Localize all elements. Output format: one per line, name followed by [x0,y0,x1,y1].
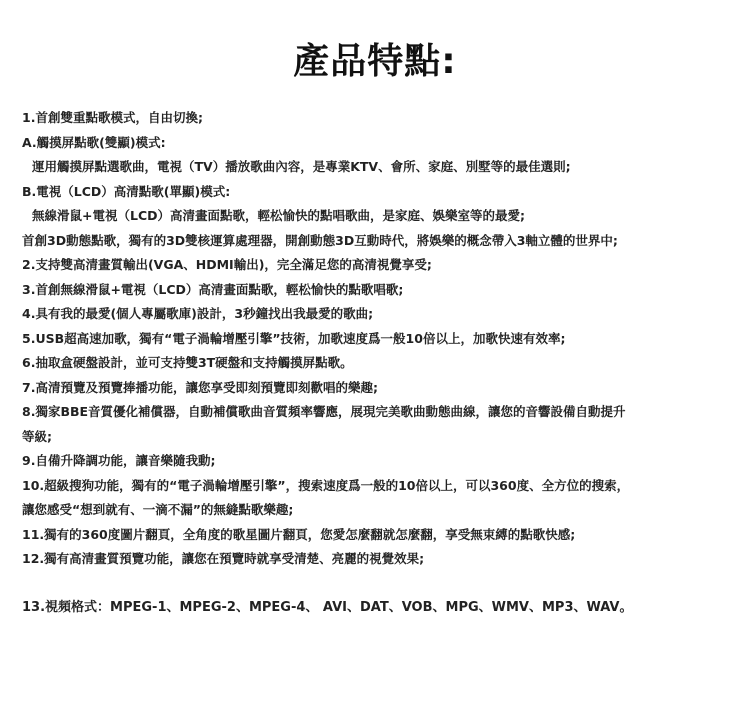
feature-3d-text: 首創3D動態點歌，獨有的3D雙核運算處理器，開創動態3D互動時代，將娛樂的概念帶入3軸立體的世界中; [22,232,618,248]
feature-8: 8.獨家BBE音質優化補償器，自動補償歌曲音質頻率響應，展現完美歌曲動態曲線，讓您的音響設備自動提升 [22,404,626,419]
feature-12: 12.獨有高清畫質預覽功能，讓您在預覽時就享受清楚、亮麗的視覺效果; [22,551,425,566]
feature-6: 6.抽取盒硬盤設計，並可支持雙3T硬盤和支持觸摸屏點歌。 [22,355,353,370]
feature-11: 11.獨有的360度圖片翻頁，全角度的歌星圖片翻頁，您愛怎麼翻就怎麼翻，享受無束縛的點歌快感; [22,526,576,542]
feature-list [22,106,737,620]
feature-1a-heading: A.觸摸屏點歌(雙顯)模式: [22,134,166,150]
feature-7: 7.高清預覽及預覽捧播功能，讓您享受即刻預覽即刻歡唱的樂趣; [22,379,378,395]
feature-4: 4.具有我的最愛(個人專屬歌庫)設計，3秒鐘找出我最愛的歌曲; [22,306,374,321]
feature-9: 9.自備升降調功能，讓音樂隨我動; [22,453,216,468]
feature-1: 1.首創雙重點歌模式，自由切換; [22,110,203,125]
feature-8-continued: 等級; [22,428,52,444]
feature-1b-heading: B.電視（LCD）高清點歌(單顯)模式: [22,183,231,199]
feature-2: 2.支持雙高清畫質輸出(VGA、HDMI輸出)，完全滿足您的高清視覺享受; [22,257,432,272]
feature-1a-text: 運用觸摸屏點選歌曲，電視（TV）播放歌曲內容，是專業KTV、會所、家庭、別墅等的最佳選則; [32,159,571,174]
page-title: 產品特點: [293,41,457,82]
feature-10-continued: 讓您感受“想到就有、一滴不漏”的無縫點歌樂趣; [22,502,294,517]
feature-1b-text: 無線滑鼠+電視（LCD）高清畫面點歌，輕松愉快的點唱歌曲，是家庭、娛樂室等的最愛; [32,208,525,223]
section-gap [22,572,737,596]
feature-5: 5.USB超高速加歌，獨有“電子渦輪增壓引擎”技術，加歌速度爲一般10倍以上，加歌快速有效率; [22,330,566,346]
feature-13-video-formats: 13.視頻格式：MPEG-1、MPEG-2、MPEG-4、 AVI、DAT、VOB、MPG、WMV、MP3、WAV。 [22,599,633,615]
feature-10: 10.超級搜狗功能，獨有的“電子渦輪增壓引擎”，搜索速度爲一般的10倍以上，可以360度、全方位的搜索， [22,477,630,493]
feature-3: 3.首創無線滑鼠+電視（LCD）高清畫面點歌，輕松愉快的點歌唱歌; [22,281,404,297]
